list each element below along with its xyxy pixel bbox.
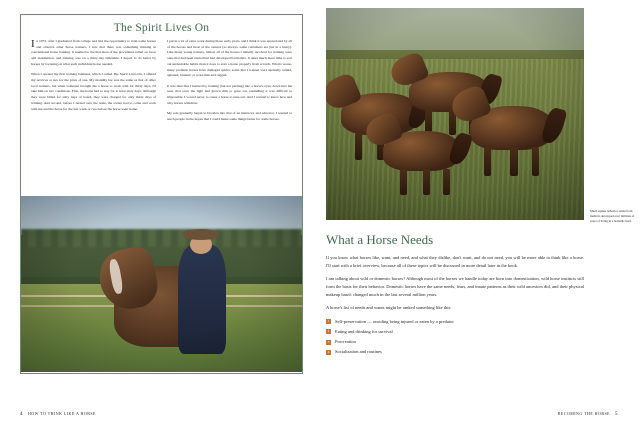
list-item-label: Socialization and routines xyxy=(335,349,382,355)
list-item-label: Eating and drinking for survival xyxy=(335,328,393,334)
list-item xyxy=(326,338,584,346)
body-paragraph: If you know what horses like, want, and need, and what they dislike, don't want, and do not need, you will be more able to think like a horse. I'll start with a brief overview, because all of these topics will be discussed in more detail later in the book. xyxy=(326,255,584,268)
list-item-label: Procreation xyxy=(335,339,356,345)
horse-needs-list xyxy=(326,318,584,356)
trainer-with-horse-photo xyxy=(21,196,302,372)
list-item xyxy=(326,348,584,356)
page-number: 4 xyxy=(20,412,23,417)
sidebar-column-2 xyxy=(167,39,292,127)
body-paragraph: A horse's list of needs and wants might be ranked something like this: xyxy=(326,305,452,311)
list-item xyxy=(326,328,584,336)
left-page-footer xyxy=(20,411,96,417)
running-head: HOW TO THINK LIKE A HORSE xyxy=(27,411,96,416)
sidebar-paragraph: My role gradually began to broaden into that of an instructor and educator. I wanted to teach people in the hopes that I could make some things better for some horses. xyxy=(167,111,292,121)
sidebar-column-1 xyxy=(31,39,156,127)
list-marker: 1 xyxy=(327,319,330,324)
list-item xyxy=(326,318,584,326)
list-marker: 2 xyxy=(327,329,330,334)
right-page-body xyxy=(326,232,584,358)
sidebar-paragraph-text: n 1973, after I graduated from college and had the opportunity to train some horses and observe other horse trainers, I saw that there was something missing in conventional horse training. It seemed to me that most of the procedures relied on force and domination, and training was on a thirty-day timetable. I hoped to do better by horses by focusing on what each individual horse needed. xyxy=(31,39,156,66)
sidebar-columns xyxy=(21,39,302,127)
page-number: 5 xyxy=(615,412,618,417)
sidebar-paragraph: I put in a lot of extra work during those early years, and I think it was appreciated by all of the horses and most of the owners (as always, some customers are just in a hurry). Like many young trainers, almost all of the horses I initially received for training were ones that had been started but had developed bad habits. It takes much more time to sort out undesirable habits than it does to start a horse properly from scratch. What's worse, many problem horses have damaged spirits; some that I trained were mentally rattled, agitated, bruised, or worn thin and ragged. xyxy=(167,39,292,78)
sidebar-title: The Spirit Lives On xyxy=(113,22,210,34)
photo-vignette xyxy=(21,196,302,372)
right-page xyxy=(320,0,640,426)
right-page-footer xyxy=(558,411,618,417)
herd-of-horses-photo xyxy=(326,8,584,220)
sidebar-paragraph: It was then that I learned by looking (but not peering) into a horse's eyes, down into his soul, that once the light had grown dim or gone out, rekindling it was difficult to impossible. I vowed never to cause a horse to tune out. And I wanted to know how and why horses withdrew. xyxy=(167,83,292,105)
sidebar-paragraph xyxy=(31,39,156,68)
photo-caption: Much equine behavior stems from instincts developed over millions of years of living in a nomadic herd. xyxy=(590,209,635,223)
section-heading: What a Horse Needs xyxy=(326,232,434,247)
list-marker: 4 xyxy=(327,349,330,354)
photo-vignette xyxy=(326,8,584,220)
body-paragraph: I am talking about wild or domestic horses? Although most of the horses we handle today are born into domestication, wild horse instincts still form the basis for their behavior. Domestic horses have the same needs, fears, and innate patterns as their wild ancestors did, and their physical makeup hasn't changed much in the last several million years. xyxy=(326,276,584,297)
list-item-label: Self-preservation — avoiding being injured or eaten by a predator xyxy=(335,318,454,324)
sidebar-paragraph: When I opened my first training business, which I called The Spirit Lives On, I offered my services at two for the price of one. My monthly fee was the same as that of other local trainers, but when someone brought me a horse to work with for thirty days, I'd take him on two conditions. First, the horse had to stay for at least sixty days. Although they were billed for sixty days of board, they were charged for only thirty days of training. And second, before I turned over the reins, the owner had to come and work with me and the horse for the last week or two before the horse went home. xyxy=(31,72,156,111)
drop-cap: I xyxy=(31,38,35,50)
running-head: BECOMING THE HORSE xyxy=(557,411,611,416)
list-marker: 3 xyxy=(327,339,330,344)
